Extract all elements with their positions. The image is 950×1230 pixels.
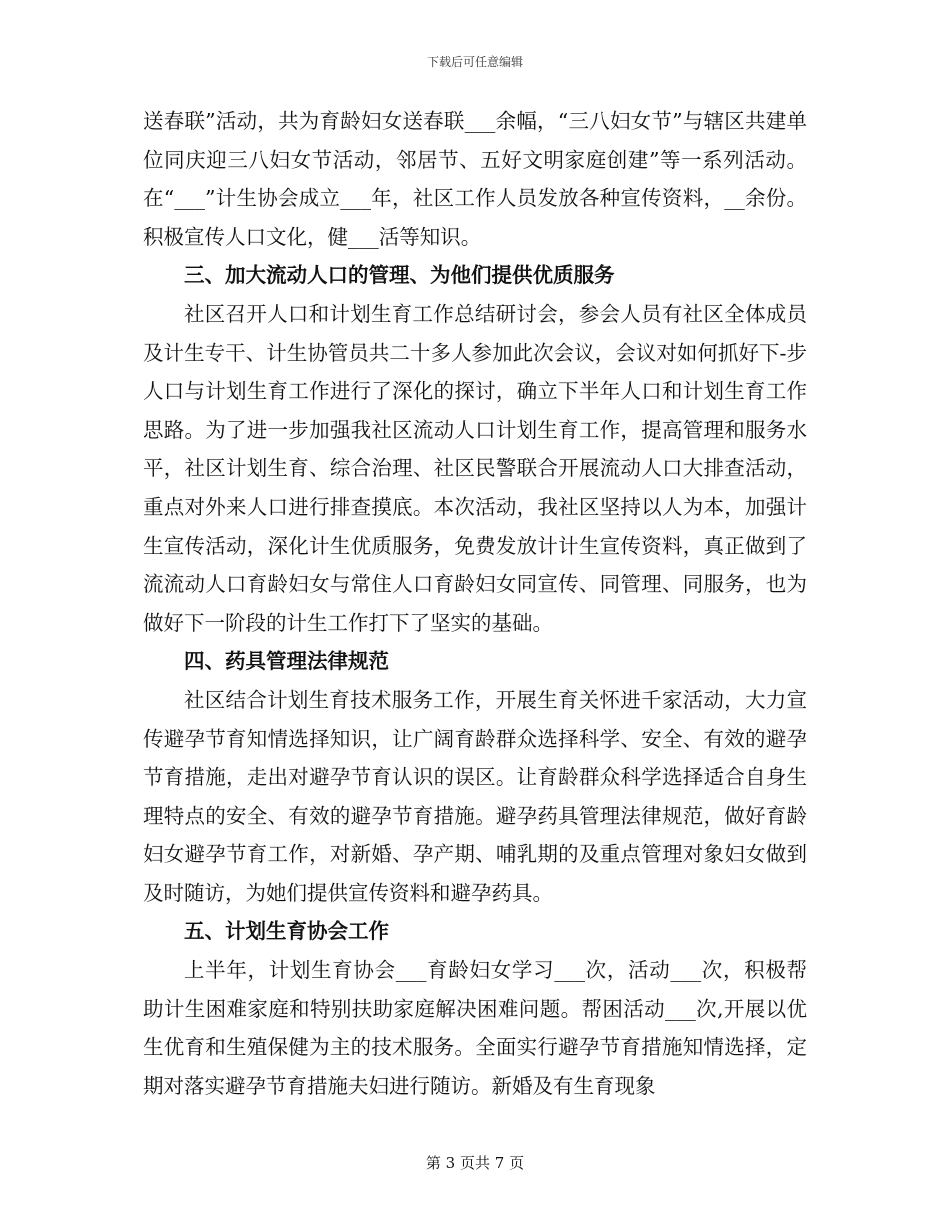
paragraph-section-4: 社区结合计划生育技术服务工作，开展生育关怀进千家活动，大力宣传避孕节育知情选择知识，让广阔育龄群众选择科学、安全、有效的避孕节育措施，走出对避孕节育认识的误区。让育龄群众科学选择适合自身生理特点的安全、有效的避孕节育措施。避孕药具管理法律规范，做好育龄妇女避孕节育工作，对新婚、孕产期、哺乳期的及重点管理对象妇女做到及时随访，为她们提供宣传资料和避孕药具。 — [143, 687, 807, 905]
document-body — [143, 102, 807, 1105]
page-footer: 第 3 页共 7 页 — [425, 1154, 525, 1172]
paragraph-section-3: 社区召开人口和计划生育工作总结研讨会，参会人员有社区全体成员及计生专干、计生协管员共二十多人参加此次会议，会议对如何抓好下-步人口与计划生育工作进行了深化的探讨，确立下半年人口和计划生育工作思路。为了进一步加强我社区流动人口计划生育工作，提高管理和服务水平，社区计划生育、综合治理、社区民警联合开展流动人口大排查活动，重点对外来人口进行排查摸底。本次活动，我社区坚持以人为本，加强计生宣传活动，深化计生优质服务，免费发放计计生宣传资料，真正做到了流流动人口育龄妇女与常住人口育龄妇女同宣传、同管理、同服务，也为做好下一阶段的计生工作打下了坚实的基础。 — [143, 301, 807, 635]
section-heading-5: 五、计划生育协会工作 — [184, 919, 389, 944]
section-heading-4: 四、药具管理法律规范 — [184, 649, 389, 674]
page-header: 下载后可任意编辑 — [426, 55, 523, 69]
paragraph-intro: 送春联”活动，共为育龄妇女送春联___余幅，“三八妇女节”与辖区共建单位同庆迎三八妇女节活动，邻居节、五好文明家庭创建”等一系列活动。在“___”计生协会成立___年，社区工作人员发放各种宣传资料，__余份。积极宣传人口文化，健___活等知识。 — [143, 109, 807, 249]
section-heading-3: 三、加大流动人口的管理、为他们提供优质服务 — [184, 263, 615, 288]
paragraph-section-5: 上半年，计划生育协会___育龄妇女学习___次，活动___次，积极帮助计生困难家庭和特别扶助家庭解决困难问题。帮困活动___次,开展以优生优育和生殖保健为主的技术服务。全面实行避孕节育措施知情选择，定期对落实避孕节育措施夫妇进行随访。新婚及有生育现象 — [143, 958, 807, 1098]
